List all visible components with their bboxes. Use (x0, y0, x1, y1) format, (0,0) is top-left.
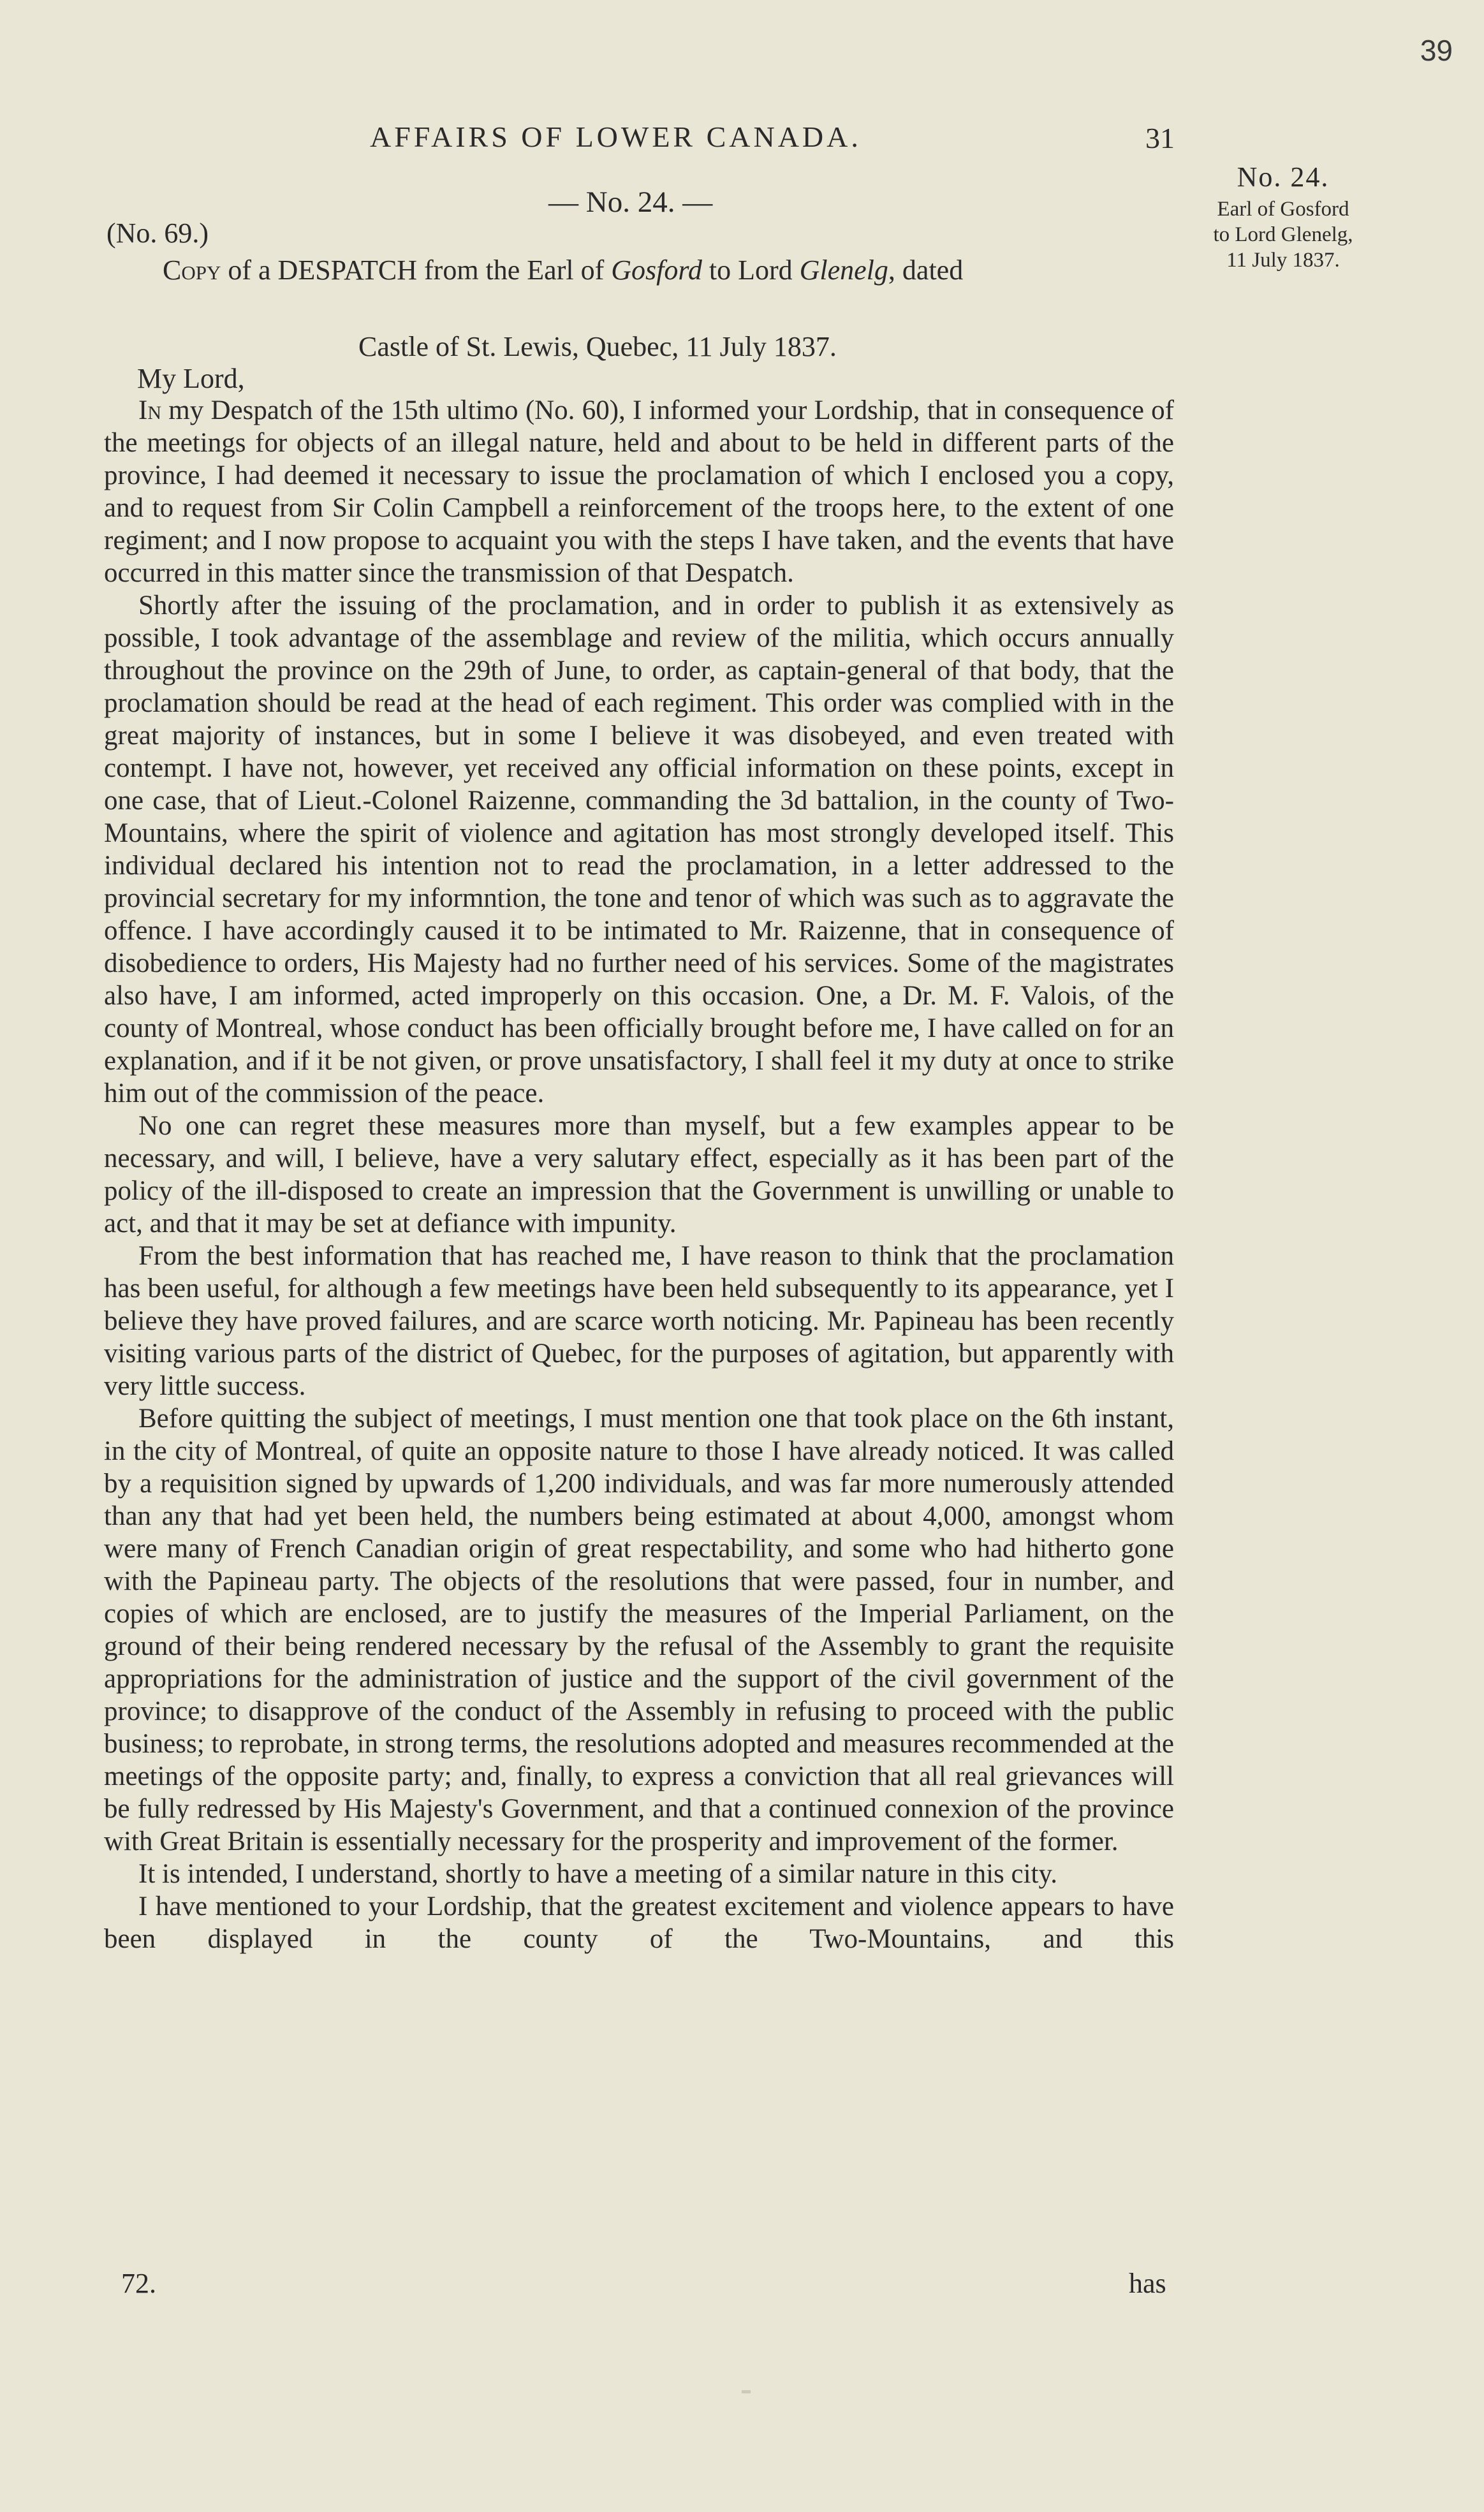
title-prefix: Copy (163, 254, 221, 286)
paper-speck (742, 2390, 751, 2393)
title-text-a: of a DESPATCH from the Earl of (221, 254, 612, 286)
paragraph: It is intended, I understand, shortly to have a meeting of a similar nature in this city. (138, 1859, 1057, 1889)
letter-body (104, 394, 1174, 1955)
first-word: In (138, 395, 161, 425)
document-number: — No. 24. — (548, 186, 713, 219)
title-text-c: , dated (888, 254, 964, 286)
footer-signature-mark: 72. (121, 2268, 156, 2299)
footer-catchword: has (1129, 2268, 1166, 2299)
outer-page-number: 39 (1420, 34, 1453, 67)
title-sender: Gosford (611, 254, 702, 286)
paragraph: I have mentioned to your Lordship, that the greatest excitement and violence appears to have been displayed in the county of the Two-Mountains, and this (104, 1891, 1174, 1954)
title-recipient: Glenelg (799, 254, 888, 286)
margin-note-line: to Lord Glenelg, (1213, 223, 1353, 246)
running-head: AFFAIRS OF LOWER CANADA. (370, 121, 862, 153)
margin-note (1187, 158, 1379, 273)
despatch-title (163, 254, 963, 286)
paragraph: No one can regret these measures more than myself, but a few examples appear to be necessary, and will, I believe, have a very salutary effect, especially as it has been part of the policy of the ill-disposed to create an impression that the Government is unwilling or unable to act, and that it may be set at defiance with impunity. (104, 1111, 1174, 1238)
paragraph: Shortly after the issuing of the proclamation, and in order to publish it as extensively as possible, I took advantage of the assemblage and review of the militia, which occurs annually throughout the province on the 29th of June, to order, as captain-general of that body, that the proclamation should be read at the head of each regiment. This order was complied with in the great majority of instances, but in some I believe it was disobeyed, and even treated with contempt. I have not, however, yet received any official information on these points, except in one case, that of Lieut.-Colonel Raizenne, commanding the 3d battalion, in the county of Two-Mountains, where the spirit of violence and agitation has most strongly developed itself. This individual declared his intention not to read the proclamation, in a letter addressed to the provincial secretary for my informntion, the tone and tenor of which was such as to aggravate the offence. I have accordingly caused it to be intimated to Mr. Raizenne, that in consequence of disobedience to orders, His Majesty had no further need of his services. Some of the magistrates also have, I am informed, acted improperly on this occasion. One, a Dr. M. F. Valois, of the county of Montreal, whose conduct has been officially brought before me, I have called on for an explanation, and if it be not given, or prove unsatisfactory, I shall feel it my duty at once to strike him out of the commission of the peace. (104, 591, 1174, 1108)
paragraph-text: my Despatch of the 15th ultimo (No. 60), I informed your Lordship, that in consequence of the meetings for objects of an illegal nature, held and about to be held in different parts of the province, I had deemed it necessary to issue the proclamation of which I enclosed you a copy, and to request from Sir Colin Campbell a reinforcement of the troops here, to the extent of one regiment; and I now propose to acquaint you with the steps I have taken, and the events that have occurred in this matter since the transmission of that Despatch. (104, 395, 1174, 588)
paragraph: Before quitting the subject of meetings, I must mention one that took place on the 6th instant, in the city of Montreal, of quite an opposite nature to those I have already noticed. It was called by a requisition signed by upwards of 1,200 individuals, and was far more numerously attended than any that had yet been held, the numbers being estimated at about 4,000, amongst whom were many of French Canadian origin of great respectability, and some who had hitherto gone with the Papineau party. The objects of the resolutions that were passed, four in number, and copies of which are enclosed, are to justify the measures of the Imperial Parliament, on the ground of their being rendered necessary by the refusal of the Assembly to grant the requisite appropriations for the administration of justice and the support of the civil government of the province; to disapprove of the conduct of the Assembly in refusing to proceed with the public business; to reprobate, in strong terms, the resolutions adopted and measures recommended at the meetings of the opposite party; and, finally, to express a conviction that all real grievances will be fully redressed by His Majesty's Government, and that a continued connexion of the province with Great Britain is essentially necessary for the prosperity and improvement of the former. (104, 1404, 1174, 1856)
margin-note-number: No. 24. (1237, 161, 1330, 193)
margin-note-line: 11 July 1837. (1226, 249, 1340, 272)
paragraph: From the best information that has reached me, I have reason to think that the proclamation has been useful, for although a few meetings have been held subsequently to its appearance, yet I believe they have proved failures, and are scarce worth noticing. Mr. Papineau has been recently visiting various parts of the district of Quebec, for the purposes of agitation, but apparently with very little success. (104, 1241, 1174, 1401)
title-text-b: to Lord (702, 254, 800, 286)
inner-page-number: 31 (1145, 122, 1175, 154)
salutation: My Lord, (137, 363, 245, 394)
paragraph (104, 394, 1174, 589)
margin-note-line: Earl of Gosford (1217, 198, 1349, 221)
despatch-label: (No. 69.) (107, 217, 209, 249)
despatch-place-date: Castle of St. Lewis, Quebec, 11 July 1837. (358, 331, 837, 362)
